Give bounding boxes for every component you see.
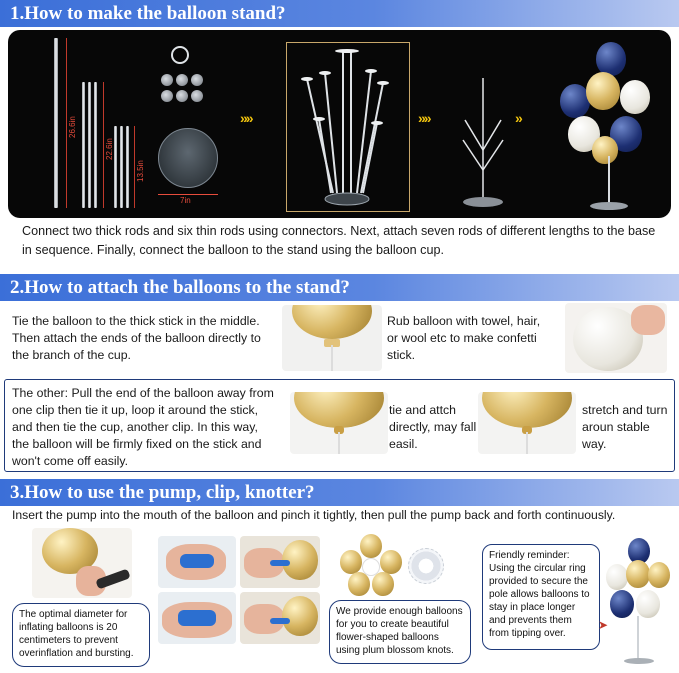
short-rod (126, 126, 129, 208)
gold-balloon (294, 392, 384, 428)
reminder-bouquet-image (604, 538, 674, 668)
gold-balloon (592, 136, 618, 164)
flower-clip-image (408, 548, 444, 584)
bouquet-stick (608, 156, 610, 206)
balloon-clip-icon (180, 554, 214, 568)
gold-balloon (292, 305, 372, 339)
balloon-cup-icon (176, 74, 188, 86)
arrow-icon: » (515, 110, 521, 126)
stand-side-drawing (453, 70, 513, 210)
balloon-tie-photo (282, 305, 382, 371)
bouquet-base (624, 658, 654, 664)
thin-rod (82, 82, 85, 208)
stick (331, 345, 333, 371)
clip-step-photo-4 (240, 592, 320, 644)
section-1-description: Connect two thick rods and six thin rods using connectors. Next, attach seven rods of different lengths to the base in sequence. Finally, connect the balloon to the stand using the balloon cup. (22, 224, 656, 257)
gold-balloon (626, 560, 650, 588)
balloon-clip-icon (270, 618, 290, 624)
confetti-balloon (636, 590, 660, 618)
stand-drawing (287, 43, 411, 213)
confetti-balloon-photo (565, 303, 667, 373)
section-1-banner (0, 0, 679, 27)
rub-instructions: Rub balloon with towel, hair, or wool etc to make confetti stick. (387, 314, 541, 362)
clip-step-photo-2 (240, 536, 320, 588)
thick-rod (54, 38, 58, 208)
flower-center (362, 558, 380, 576)
pump-instructions: Insert the pump into the mouth of the balloon and pinch it tightly, then pull the pump back and forth continuously. (12, 508, 616, 522)
stretch-turn-photo (478, 392, 576, 454)
hand-icon (631, 305, 665, 335)
dimension-label-long: 26.6in (68, 116, 77, 138)
bouquet-stick (637, 616, 639, 660)
gold-balloon (482, 392, 572, 428)
section-3-banner (0, 479, 679, 506)
connector-icon (171, 46, 189, 64)
clip-step-photo-3 (158, 592, 236, 644)
confetti-balloon (620, 80, 650, 114)
petal (360, 534, 382, 558)
section-2-banner (0, 274, 679, 301)
navy-balloon (610, 590, 634, 618)
balloon-cup-icon (191, 74, 203, 86)
dimension-line (134, 126, 135, 208)
arrow-icon: »» (240, 110, 252, 126)
diameter-note: The optimal diameter for inflating balloons is 20 centimeters to prevent overinflation and bursting. (12, 603, 150, 667)
arrow-icon: »» (418, 110, 430, 126)
navy-balloon (596, 42, 626, 76)
petal (340, 550, 362, 574)
balloon-clip-icon (178, 610, 216, 626)
gold-balloon (586, 72, 620, 110)
gold-balloon (282, 596, 318, 636)
tie-instructions: Tie the balloon to the thick stick in the middle. Then attach the ends of the balloon directly to the branch of the cup. (12, 314, 261, 362)
dimension-line (103, 82, 104, 208)
direct-attach-photo (290, 392, 388, 454)
petal (380, 550, 402, 574)
stretch-tip: stretch and turn aroun stable way. (582, 403, 668, 451)
dimension-label-mid: 22.6in (105, 138, 114, 160)
assembly-parts-panel (8, 30, 671, 218)
petal (372, 572, 394, 596)
balloon-clip-icon (270, 560, 290, 566)
stand-base (158, 128, 218, 188)
section-2-title: 2.How to attach the balloons to the stand? (10, 277, 350, 298)
balloon-cup-icon (161, 90, 173, 102)
base-diameter-line (158, 194, 218, 195)
confetti-balloon (606, 564, 628, 590)
stick (526, 432, 528, 454)
short-rod (114, 126, 117, 208)
flower-note: We provide enough balloons for you to create beautiful flower-shaped balloons using plum blossom knots. (329, 600, 471, 664)
tie-attach-warning: tie and attch directly, may fall easil. (389, 403, 477, 451)
pointer-arrow-icon: ➤ (598, 618, 609, 632)
gold-balloon (648, 562, 670, 588)
flower-balloon-image (338, 534, 404, 600)
balloon-cup-icon (161, 74, 173, 86)
reminder-note: Friendly reminder: Using the circular ring provided to secure the pole allows balloons to stay in place longer and prevents them from tipping over. (482, 544, 600, 650)
dimension-line (66, 38, 67, 208)
balloon-cup-icon (176, 90, 188, 102)
bouquet-base (590, 202, 628, 210)
clip-step-photo-1 (158, 536, 236, 588)
section-3-title: 3.How to use the pump, clip, knotter? (10, 482, 315, 503)
balloon-cup-icon (191, 90, 203, 102)
pump-inflating-photo (32, 528, 132, 598)
balloon-bouquet-image (556, 36, 666, 216)
dimension-label-short: 13.5in (136, 160, 145, 182)
section-1-title: 1.How to make the balloon stand? (10, 3, 286, 24)
thin-rod (88, 82, 91, 208)
stick (338, 432, 340, 454)
alternate-method-text: The other: Pull the end of the balloon away from one clip then tie it up, loop it around the stick, and then tie the cup, another clip. In this way, the balloon will be firmly fixed on the stick and won't come off easily. (12, 386, 274, 468)
petal (348, 572, 370, 596)
short-rod (120, 126, 123, 208)
assembled-stand-image (286, 42, 410, 212)
thin-rod (94, 82, 97, 208)
base-diameter-label: 7in (180, 196, 191, 205)
